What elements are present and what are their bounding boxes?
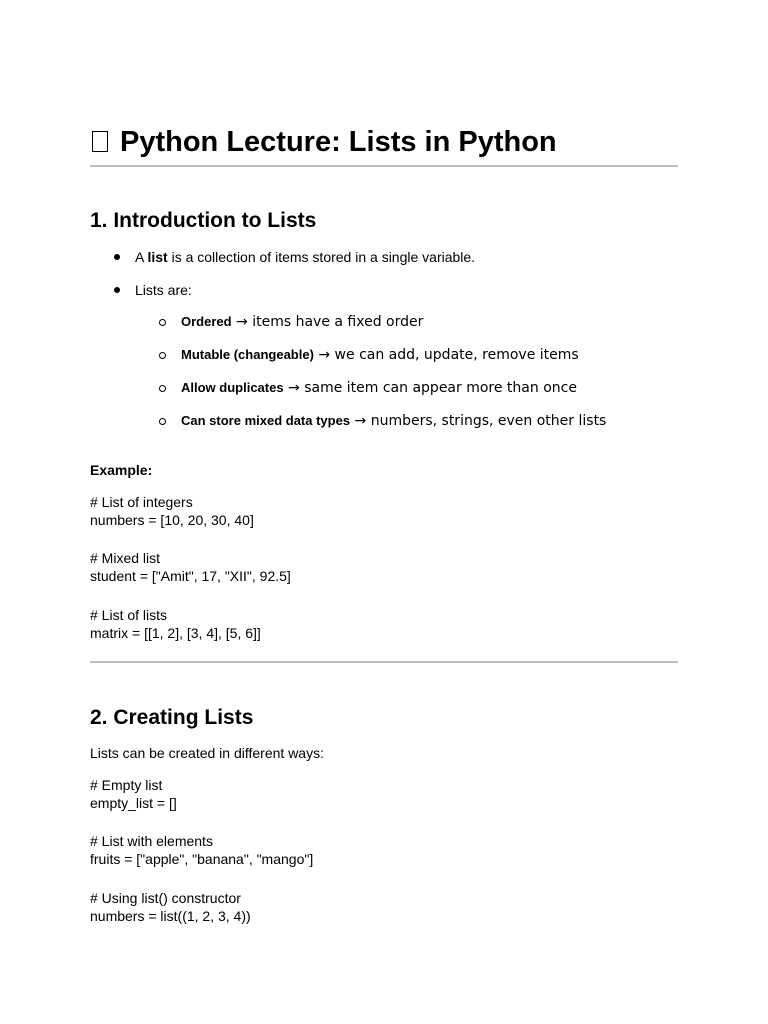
sub-bullet-circle xyxy=(159,418,166,425)
sub-bullet-circle xyxy=(159,319,166,326)
sub-item-ordered: Ordered → items have a fixed order xyxy=(181,314,424,330)
section-heading-creating-lists: 2. Creating Lists xyxy=(90,706,254,729)
sub-bullet-circle xyxy=(159,385,166,392)
divider xyxy=(90,661,678,663)
code-line: # Mixed list xyxy=(90,550,161,566)
sub-item-duplicates: Allow duplicates → same item can appear more than once xyxy=(181,380,577,396)
bullet-dot xyxy=(114,287,120,293)
code-line: matrix = [[1, 2], [3, 4], [5, 6]] xyxy=(90,625,261,641)
code-line: # Using list() constructor xyxy=(90,890,241,906)
code-line: # List of lists xyxy=(90,607,168,623)
code-line: # List of integers xyxy=(90,494,193,510)
code-line: fruits = ["apple", "banana", "mango"] xyxy=(90,851,314,867)
bullet-list-definition: A list is a collection of items stored in a single variable. xyxy=(135,249,476,265)
code-line: numbers = list((1, 2, 3, 4)) xyxy=(90,908,251,924)
page-title-text: Python Lecture: Lists in Python xyxy=(120,126,557,158)
section-intro-text: Lists can be created in different ways: xyxy=(90,745,324,761)
bold-term-list: list xyxy=(147,249,168,265)
code-line: # List with elements xyxy=(90,833,213,849)
sub-bullet-circle xyxy=(159,352,166,359)
sub-item-mixed-types: Can store mixed data types → numbers, strings, even other lists xyxy=(181,413,607,429)
sub-item-mutable: Mutable (changeable) → we can add, update, remove items xyxy=(181,347,579,363)
code-line: # Empty list xyxy=(90,777,163,793)
code-line: student = ["Amit", 17, "XII", 92.5] xyxy=(90,568,291,584)
book-icon xyxy=(92,131,108,152)
bullet-lists-are: Lists are: xyxy=(135,282,192,298)
divider xyxy=(90,165,678,167)
code-line: empty_list = [] xyxy=(90,795,177,811)
example-label: Example: xyxy=(90,462,153,478)
code-line: numbers = [10, 20, 30, 40] xyxy=(90,512,254,528)
bullet-dot xyxy=(114,254,120,260)
section-heading-introduction: 1. Introduction to Lists xyxy=(90,209,317,232)
page-title xyxy=(90,124,557,160)
